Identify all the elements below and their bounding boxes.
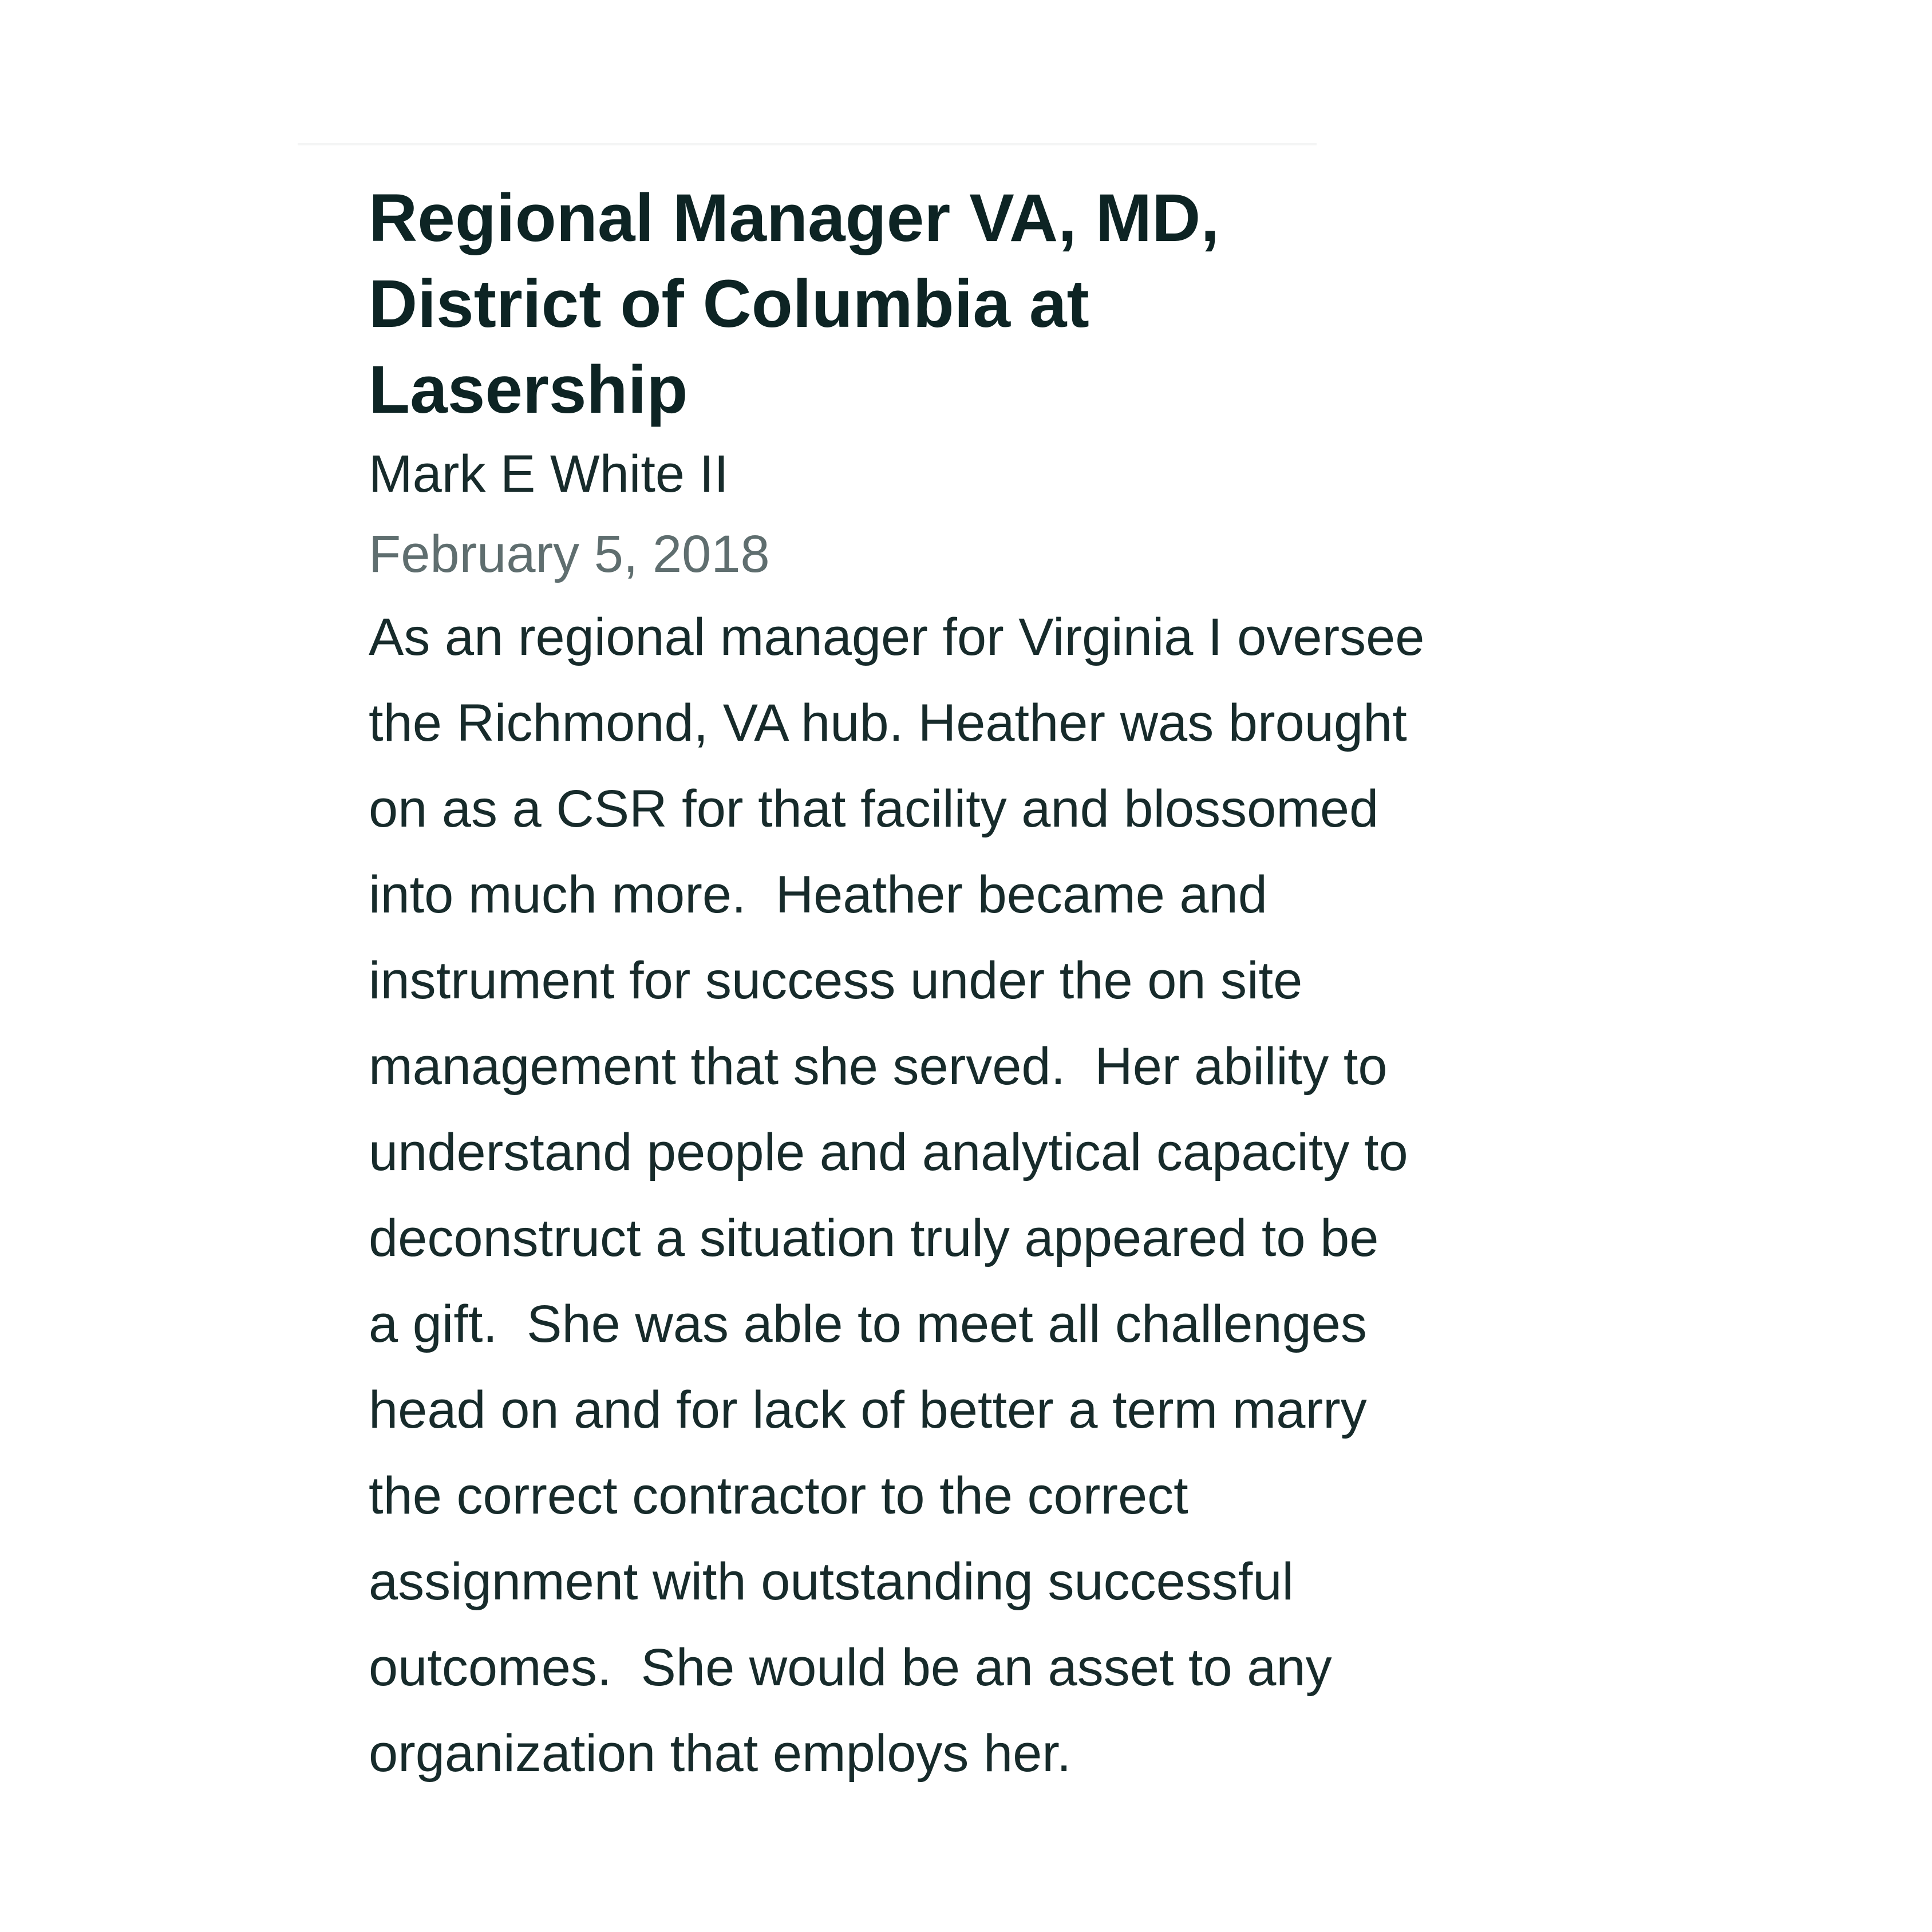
body-line: outcomes. She would be an asset to any — [369, 1638, 1332, 1697]
body-line: the Richmond, VA hub. Heather was brought — [369, 694, 1407, 752]
body-line: on as a CSR for that facility and blossomed — [369, 780, 1379, 838]
title-line: District of Columbia at — [369, 266, 1089, 342]
body-line: head on and for lack of better a term marry — [369, 1381, 1367, 1439]
body-line: deconstruct a situation truly appeared to be — [369, 1209, 1379, 1267]
body-line: understand people and analytical capacity to — [369, 1123, 1408, 1182]
recommendation-title — [369, 175, 1342, 433]
body-line: into much more. Heather became and — [369, 866, 1267, 924]
title-line: Lasership — [369, 352, 688, 428]
recommendation-content — [369, 175, 1594, 1796]
recommender-name: Mark E White II — [369, 445, 729, 503]
title-line: Regional Manager VA, MD, — [369, 180, 1220, 256]
body-line: As an regional manager for Virginia I oversee — [369, 608, 1425, 666]
recommendation-date: February 5, 2018 — [369, 525, 770, 583]
body-line: organization that employs her. — [369, 1724, 1072, 1783]
body-line: the correct contractor to the correct — [369, 1467, 1188, 1525]
body-line: assignment with outstanding successful — [369, 1552, 1294, 1611]
body-line: management that she served. Her ability to — [369, 1037, 1388, 1096]
body-line: a gift. She was able to meet all challenges — [369, 1295, 1367, 1353]
body-line: instrument for success under the on site — [369, 951, 1303, 1010]
recommendation-body — [369, 594, 1594, 1796]
